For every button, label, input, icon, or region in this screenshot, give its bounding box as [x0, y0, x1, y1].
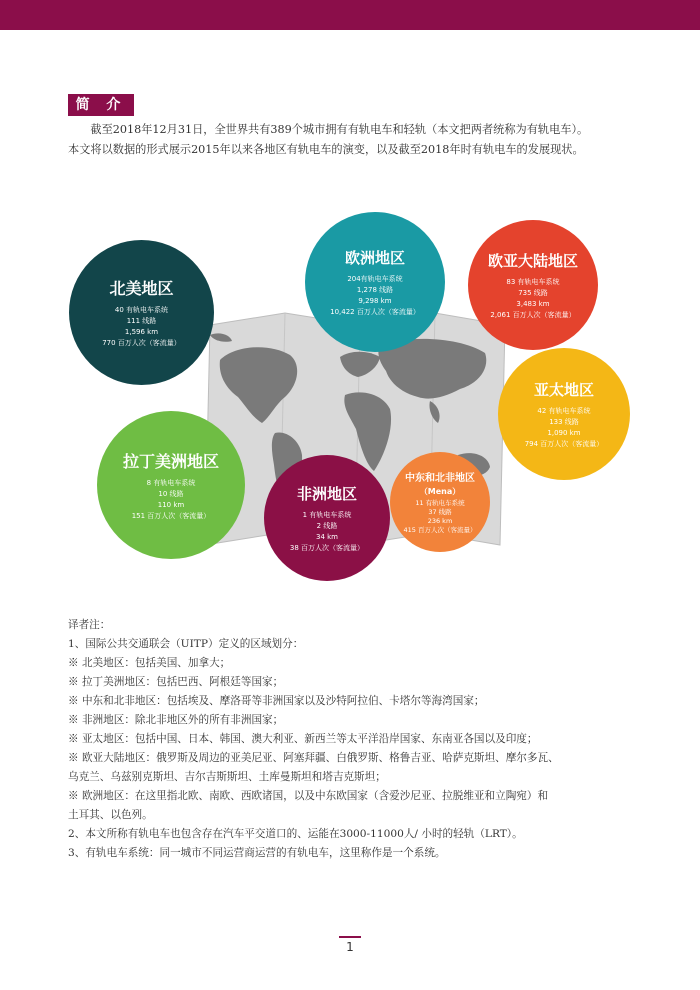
note-1e: ※ 亚太地区：包括中国、日本、韩国、澳大利亚、新西兰等太平洋沿岸国家、东南亚各国以及印度；	[68, 733, 538, 745]
region-name: 非洲地区	[296, 484, 357, 503]
region-length: 9,298 km	[358, 296, 392, 305]
region-systems: 11 有轨电车系统	[415, 499, 465, 507]
region-lines: 133 线路	[549, 417, 579, 426]
note-1a: ※ 北美地区：包括美国、加拿大；	[68, 657, 231, 669]
intro-line-1: 截至2018年12月31日，全世界共有389个城市拥有有轨电车和轻轨（本文把两者统称为有轨电车）。	[90, 123, 589, 136]
page-number: 1	[346, 940, 354, 954]
note-1d: ※ 非洲地区：除北非地区外的所有非洲国家；	[68, 714, 284, 726]
region-asia-pacific	[498, 348, 630, 480]
region-name: 中东和北非地区	[405, 473, 475, 484]
region-length: 110 km	[157, 500, 185, 509]
page-number-rule	[339, 936, 361, 938]
region-ridership: 10,422 百万人次（客流量）	[330, 307, 420, 316]
note-1b: ※ 拉丁美洲地区：包括巴西、阿根廷等国家；	[68, 676, 284, 688]
region-name: 欧亚大陆地区	[487, 251, 578, 270]
note-1f-line-2: 乌克兰、乌兹别克斯坦、吉尔吉斯斯坦、土库曼斯坦和塔吉克斯坦；	[68, 771, 386, 783]
note-1c: ※ 中东和北非地区：包括埃及、摩洛哥等非洲国家以及沙特阿拉伯、卡塔尔等海湾国家；	[68, 695, 485, 707]
region-length: 1,090 km	[547, 428, 581, 437]
header-bar	[0, 0, 700, 30]
intro-line-2: 本文将以数据的形式展示2015年以来各地区有轨电车的演变，以及截至2018年时有轨电车的发展现状。	[68, 143, 584, 156]
region-lines: 111 线路	[126, 317, 157, 325]
region-north-america	[69, 240, 214, 385]
region-lines: 10 线路	[158, 489, 184, 498]
region-length: 236 km	[427, 517, 453, 525]
region-ridership: 151 百万人次（客流量）	[131, 511, 211, 520]
region-lines: 1,278 线路	[356, 285, 394, 294]
region-systems: 42 有轨电车系统	[537, 406, 591, 415]
region-lines: 37 线路	[428, 508, 452, 516]
region-systems: 40 有轨电车系统	[114, 306, 169, 314]
intro-paragraph	[68, 120, 638, 160]
region-ridership: 794 百万人次（客流量）	[524, 439, 604, 448]
region-name: 北美地区	[109, 279, 174, 298]
region-ridership: 38 百万人次（客流量）	[289, 543, 365, 552]
region-lines: 2 线路	[316, 521, 338, 530]
translator-notes	[68, 616, 648, 863]
region-europe	[305, 212, 445, 352]
region-lines: 735 线路	[518, 288, 548, 297]
region-eurasia	[468, 220, 598, 350]
note-1f-line-1: ※ 欧亚大陆地区：俄罗斯及周边的亚美尼亚、阿塞拜疆、白俄罗斯、格鲁吉亚、哈萨克斯坦、摩尔多瓦、	[68, 752, 559, 764]
region-length: 1,596 km	[124, 328, 159, 336]
region-ridership: 415 百万人次（客流量）	[403, 526, 477, 534]
region-ridership: 770 百万人次（客流量）	[102, 339, 181, 347]
region-systems: 83 有轨电车系统	[506, 277, 560, 286]
region-africa	[264, 455, 390, 581]
region-name: 亚太地区	[533, 380, 594, 399]
region-length: 34 km	[315, 532, 338, 541]
region-name: 拉丁美洲地区	[122, 451, 219, 471]
notes-heading: 译者注：	[68, 619, 111, 631]
region-systems: 1 有轨电车系统	[302, 510, 352, 519]
region-name: 欧洲地区	[344, 248, 405, 267]
region-ridership: 2,061 百万人次（客流量）	[490, 310, 576, 319]
note-2: 2、本文所称有轨电车也包含存在汽车平交道口的、运能在3000-11000人/ 小时的轻轨（LRT）。	[68, 828, 523, 840]
region-length: 3,483 km	[516, 299, 550, 308]
region-subtitle: （Mena）	[419, 487, 461, 496]
note-1g-line-2: 土耳其、以色列。	[68, 809, 153, 821]
section-title: 简 介	[68, 94, 134, 116]
note-1: 1、国际公共交通联会（UITP）定义的区域划分：	[68, 638, 304, 650]
note-1g-line-1: ※ 欧洲地区：在这里指北欧、南欧、西欧诸国，以及中东欧国家（含爱沙尼亚、拉脱维亚和立陶宛）和	[68, 790, 549, 802]
note-3: 3、有轨电车系统：同一城市不同运营商运营的有轨电车，这里称作是一个系统。	[68, 847, 446, 859]
region-systems: 204有轨电车系统	[347, 274, 403, 283]
region-mena	[390, 452, 490, 552]
region-systems: 8 有轨电车系统	[146, 478, 196, 487]
region-latin-america	[97, 411, 245, 559]
